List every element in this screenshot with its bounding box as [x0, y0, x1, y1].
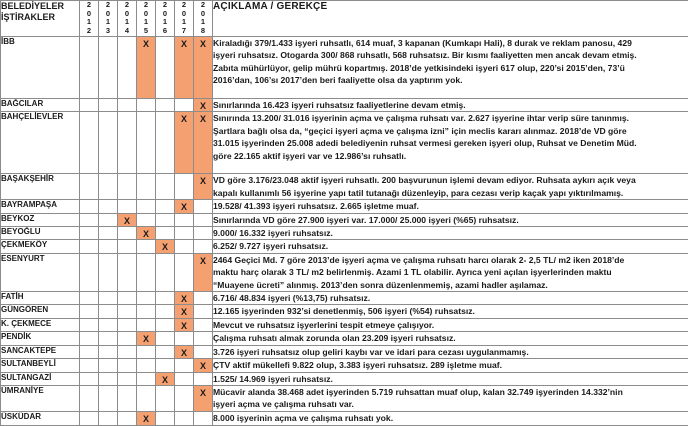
year-cell [80, 37, 99, 99]
year-cell [175, 292, 194, 305]
year-cell [137, 372, 156, 385]
table-body [1, 37, 688, 426]
finding-mark: X [199, 361, 206, 372]
year-cell [175, 174, 194, 200]
year-cell [194, 227, 213, 240]
municipality-name: SULTANGAZİ [1, 372, 80, 385]
description [213, 213, 688, 226]
year-cell [137, 411, 156, 425]
table-row [1, 174, 688, 200]
finding-mark: X [199, 255, 206, 266]
finding-mark: X [180, 347, 187, 358]
year-cell [80, 345, 99, 358]
year-cell [156, 292, 175, 305]
description [213, 345, 688, 358]
finding-mark: X [161, 374, 168, 385]
year-cell [137, 227, 156, 240]
year-cell [156, 359, 175, 372]
year-cell [118, 385, 137, 411]
year-cell [156, 253, 175, 291]
year-cell [137, 292, 156, 305]
table-row [1, 37, 688, 99]
year-cell [156, 385, 175, 411]
description-line: işyeri ruhsatsız. Otogarda 300/ 868 ruhsatlı, 568 ruhsatsız. Bir kısmı faaliyetten men ancak devam etmiş. [213, 50, 637, 61]
year-cell [194, 112, 213, 174]
municipality-name: ÇEKMEKÖY [1, 240, 80, 253]
description-line: 1.525/ 14.969 işyeri ruhsatsız. [213, 373, 333, 384]
year-cell [156, 112, 175, 174]
year-cell [175, 385, 194, 411]
year-cell [80, 240, 99, 253]
year-cell [175, 305, 194, 318]
description [213, 359, 688, 372]
finding-mark: X [199, 387, 206, 398]
description-line: Mücavir alanda 38.468 adet işyerinden 5.719 ruhsattan muaf olup, kalan 32.749 işyerinden 14.332’nin [213, 386, 623, 397]
description [213, 305, 688, 318]
year-cell [194, 200, 213, 213]
year-cell [80, 253, 99, 291]
year-cell [137, 385, 156, 411]
year-cell [156, 305, 175, 318]
year-cell [194, 332, 213, 345]
description-line: “Muayene ücreti” alınmış. 2013’den sonra düzenlenmemiş, azami hadler aşılamaz. [213, 279, 548, 290]
municipality-name: K. ÇEKMECE [1, 318, 80, 331]
municipality-name: GÜNGÖREN [1, 305, 80, 318]
year-cell [99, 345, 118, 358]
year-cell [80, 305, 99, 318]
year-cell [118, 112, 137, 174]
year-cell [175, 318, 194, 331]
year-cell [156, 37, 175, 99]
description-line: Sınırlarında 16.423 işyeri ruhsatsız faaliyetlerine devam etmiş. [213, 100, 466, 110]
finding-mark: X [142, 334, 149, 345]
year-cell [80, 372, 99, 385]
year-cell [99, 411, 118, 425]
table-row [1, 305, 688, 318]
year-cell [156, 318, 175, 331]
year-cell [99, 227, 118, 240]
description-line: işyeri açma ve çalışma ruhsatı var. [213, 399, 354, 410]
year-cell [118, 332, 137, 345]
year-cell [137, 253, 156, 291]
municipality-name: ÜMRANİYE [1, 385, 80, 411]
year-cell [80, 292, 99, 305]
year-cell [156, 345, 175, 358]
description [213, 227, 688, 240]
table-row [1, 200, 688, 213]
year-cell [137, 240, 156, 253]
year-cell [194, 37, 213, 99]
table-row [1, 359, 688, 372]
description [213, 372, 688, 385]
description-line: 2464 Geçici Md. 7 göre 2013’de işyeri açma ve çalışma ruhsatı harcı olarak 2- 2,5 TL/ m2 iken 2018’de [213, 254, 625, 265]
year-cell [156, 213, 175, 226]
year-cell [99, 359, 118, 372]
year-cell [80, 411, 99, 425]
year-cell [194, 174, 213, 200]
year-cell [175, 213, 194, 226]
description [213, 200, 688, 213]
description [213, 240, 688, 253]
header-year: 2 0 1 6 [156, 1, 175, 37]
year-cell [156, 200, 175, 213]
year-cell [118, 213, 137, 226]
table-row [1, 227, 688, 240]
year-cell [80, 174, 99, 200]
finding-mark: X [199, 39, 206, 49]
description-line: Mevcut ve ruhsatsız işyerlerini tespit etmeye çalışıyor. [213, 319, 435, 330]
year-cell [137, 359, 156, 372]
year-cell [137, 332, 156, 345]
municipality-name: BAYRAMPAŞA [1, 200, 80, 213]
header-year: 2 0 1 4 [118, 1, 137, 37]
finding-mark: X [199, 176, 206, 187]
year-cell [175, 411, 194, 425]
year-cell [80, 227, 99, 240]
year-cell [80, 213, 99, 226]
description-line: VD göre 3.176/23.048 aktif işyeri ruhsatlı. 200 başvurunun işlemi devam ediyor. Ruhsata aykırı açık veya [213, 175, 636, 186]
description [213, 318, 688, 331]
finding-mark: X [180, 202, 187, 213]
municipality-name: BEYOĞLU [1, 227, 80, 240]
year-cell [175, 37, 194, 99]
year-cell [194, 359, 213, 372]
description-line: 6.716/ 48.834 işyeri (%13,75) ruhsatsız. [213, 293, 371, 304]
year-cell [118, 37, 137, 99]
description-line: Sınırında 13.200/ 31.016 işyerinin açma ve çalışma ruhsatı var. 2.627 işyerine ihtar verip süre tanınmış. [213, 113, 630, 124]
year-cell [156, 411, 175, 425]
year-cell [137, 200, 156, 213]
municipality-name: BEYKOZ [1, 213, 80, 226]
table-row [1, 318, 688, 331]
description [213, 292, 688, 305]
municipality-name: BAŞAKŞEHİR [1, 174, 80, 200]
municipality-name: SANCAKTEPE [1, 345, 80, 358]
finding-mark: X [142, 39, 149, 49]
municipality-name: FATİH [1, 292, 80, 305]
description-line: 31.015 işyerinden 25.008 adedi belediyenin ruhsat vermesi gereken işyeri olup, Ruhsat ve Denetim Müd. [213, 138, 637, 149]
year-cell [194, 99, 213, 112]
finding-mark: X [180, 320, 187, 331]
description-line: Zabıta mühürlüyor, gelip mührü kopartmış. 2018’de yetkisindeki işyeri 617 olup, 220’si 2015’den, 73’ü [213, 62, 625, 73]
year-cell [118, 253, 137, 291]
table-row [1, 213, 688, 226]
year-cell [194, 345, 213, 358]
year-cell [118, 359, 137, 372]
header-municipalities: BELEDİYELER İŞTİRAKLER [1, 1, 80, 37]
header-description: AÇIKLAMA / GEREKÇE [213, 1, 688, 37]
description [213, 385, 688, 411]
year-cell [118, 227, 137, 240]
year-cell [99, 385, 118, 411]
year-cell [194, 385, 213, 411]
year-cell [99, 37, 118, 99]
year-cell [156, 372, 175, 385]
description-line: kapalı kullanımlı 56 işyerine yapı tatil tutanağı düzenleyip, para cezası verip kaçak yapı yıktırılmamış. [213, 187, 624, 198]
table-row [1, 292, 688, 305]
municipality-name: İBB [1, 37, 80, 99]
municipality-name: BAĞCILAR [1, 99, 80, 112]
year-cell [80, 99, 99, 112]
year-cell [118, 200, 137, 213]
municipality-name: PENDİK [1, 332, 80, 345]
year-cell [137, 174, 156, 200]
header-year: 2 0 1 7 [175, 1, 194, 37]
header-year: 2 0 1 2 [80, 1, 99, 37]
table-row [1, 99, 688, 112]
year-cell [99, 253, 118, 291]
description-line: Şartlara bağlı olsa da, “geçici işyeri açma ve çalışma izni” için meclis kararı alınmaz. 2018’de VD göre [213, 125, 627, 136]
year-cell [99, 112, 118, 174]
description [213, 112, 688, 174]
year-cell [80, 318, 99, 331]
year-cell [99, 332, 118, 345]
description [213, 37, 688, 99]
year-cell [156, 174, 175, 200]
finding-mark: X [123, 215, 130, 226]
municipality-name: ESENYURT [1, 253, 80, 291]
year-cell [99, 213, 118, 226]
table-row [1, 332, 688, 345]
description-line: 9.000/ 16.332 işyeri ruhsatsız. [213, 228, 333, 239]
year-cell [175, 200, 194, 213]
year-cell [99, 305, 118, 318]
year-cell [80, 359, 99, 372]
finding-mark: X [142, 229, 149, 240]
year-cell [194, 372, 213, 385]
year-cell [80, 200, 99, 213]
year-cell [156, 99, 175, 112]
header-year: 2 0 1 3 [99, 1, 118, 37]
description-line: 19.528/ 41.393 işyeri ruhsatsız. 2.665 işletme muaf. [213, 201, 419, 212]
municipality-name: ÜSKÜDAR [1, 411, 80, 425]
year-cell [99, 372, 118, 385]
municipality-name: BAHÇELİEVLER [1, 112, 80, 174]
year-cell [118, 174, 137, 200]
year-cell [118, 99, 137, 112]
year-cell [99, 292, 118, 305]
description-line: Çalışma ruhsatı almak zorunda olan 23.209 işyeri ruhsatsız. [213, 333, 456, 344]
year-cell [194, 213, 213, 226]
table-row [1, 240, 688, 253]
year-cell [137, 112, 156, 174]
description-line: maktu harç olarak 3 TL/ m2 belirlenmiş. Azami 1 TL olabilir. Ayrıca yeni açılan işyerlerinden maktu [213, 267, 612, 278]
year-cell [99, 318, 118, 331]
year-cell [156, 240, 175, 253]
year-cell [137, 37, 156, 99]
year-cell [118, 372, 137, 385]
year-cell [175, 99, 194, 112]
year-cell [175, 332, 194, 345]
year-cell [137, 345, 156, 358]
table-row [1, 253, 688, 291]
description-line: 3.726 işyeri ruhsatsız olup geliri kaybı var ve idari para cezası uygulanmamış. [213, 346, 529, 357]
year-cell [137, 305, 156, 318]
year-cell [99, 174, 118, 200]
year-cell [175, 240, 194, 253]
table-row [1, 112, 688, 174]
year-cell [194, 253, 213, 291]
finding-mark: X [161, 242, 168, 253]
year-cell [99, 99, 118, 112]
year-cell [156, 332, 175, 345]
municipality-name: SULTANBEYLİ [1, 359, 80, 372]
finding-mark: X [199, 101, 206, 111]
year-cell [99, 240, 118, 253]
year-cell [175, 253, 194, 291]
year-cell [80, 332, 99, 345]
table-row [1, 411, 688, 425]
finding-mark: X [180, 307, 187, 318]
year-cell [118, 411, 137, 425]
description [213, 332, 688, 345]
table-row [1, 385, 688, 411]
description-line: ÇTV aktif mükellefi 9.822 olup, 3.383 işyeri ruhsatsız. 289 işletme muaf. [213, 360, 502, 371]
year-cell [175, 112, 194, 174]
year-cell [194, 305, 213, 318]
finding-mark: X [199, 114, 206, 125]
year-cell [137, 318, 156, 331]
description-line: Kiraladığı 379/1.433 işyeri ruhsatlı, 614 muaf, 3 kapanan (Kumkapı Hali), 8 durak ve reklam panosu, 429 [213, 38, 632, 48]
header-year: 2 0 1 5 [137, 1, 156, 37]
year-cell [118, 292, 137, 305]
year-cell [175, 227, 194, 240]
year-cell [194, 240, 213, 253]
year-cell [80, 385, 99, 411]
header-year: 2 0 1 8 [194, 1, 213, 37]
year-cell [118, 240, 137, 253]
finding-mark: X [180, 294, 187, 305]
description-line: 8.000 işyerinin açma ve çalışma ruhsatı yok. [213, 412, 394, 423]
year-cell [137, 213, 156, 226]
year-cell [175, 372, 194, 385]
description-line: 6.252/ 9.727 işyeri ruhsatsız. [213, 241, 329, 252]
description-line: göre 22.165 aktif işyeri var ve 12.986’sı ruhsatlı. [213, 150, 407, 161]
year-cell [175, 359, 194, 372]
year-cell [80, 112, 99, 174]
year-cell [118, 305, 137, 318]
finding-mark: X [142, 413, 149, 424]
description [213, 174, 688, 200]
year-cell [175, 345, 194, 358]
year-cell [194, 411, 213, 425]
finding-mark: X [180, 114, 187, 125]
description [213, 99, 688, 112]
description [213, 411, 688, 425]
description [213, 253, 688, 291]
year-cell [118, 345, 137, 358]
year-cell [156, 227, 175, 240]
table-row [1, 345, 688, 358]
year-cell [194, 318, 213, 331]
year-cell [99, 200, 118, 213]
year-cell [194, 292, 213, 305]
description-line: 12.165 işyerinden 932’si denetlenmiş, 506 işyeri (%54) ruhsatsız. [213, 306, 475, 317]
description-line: 2016’dan, 106’sı 2017’den beri faaliyette olsa da yaptırım yok. [213, 75, 463, 86]
finding-mark: X [180, 39, 187, 49]
table-row [1, 372, 688, 385]
year-cell [118, 318, 137, 331]
year-cell [137, 99, 156, 112]
description-line: Sınırlarında VD göre 27.900 işyeri var. 17.000/ 25.000 işyeri (%65) ruhsatsız. [213, 214, 519, 225]
